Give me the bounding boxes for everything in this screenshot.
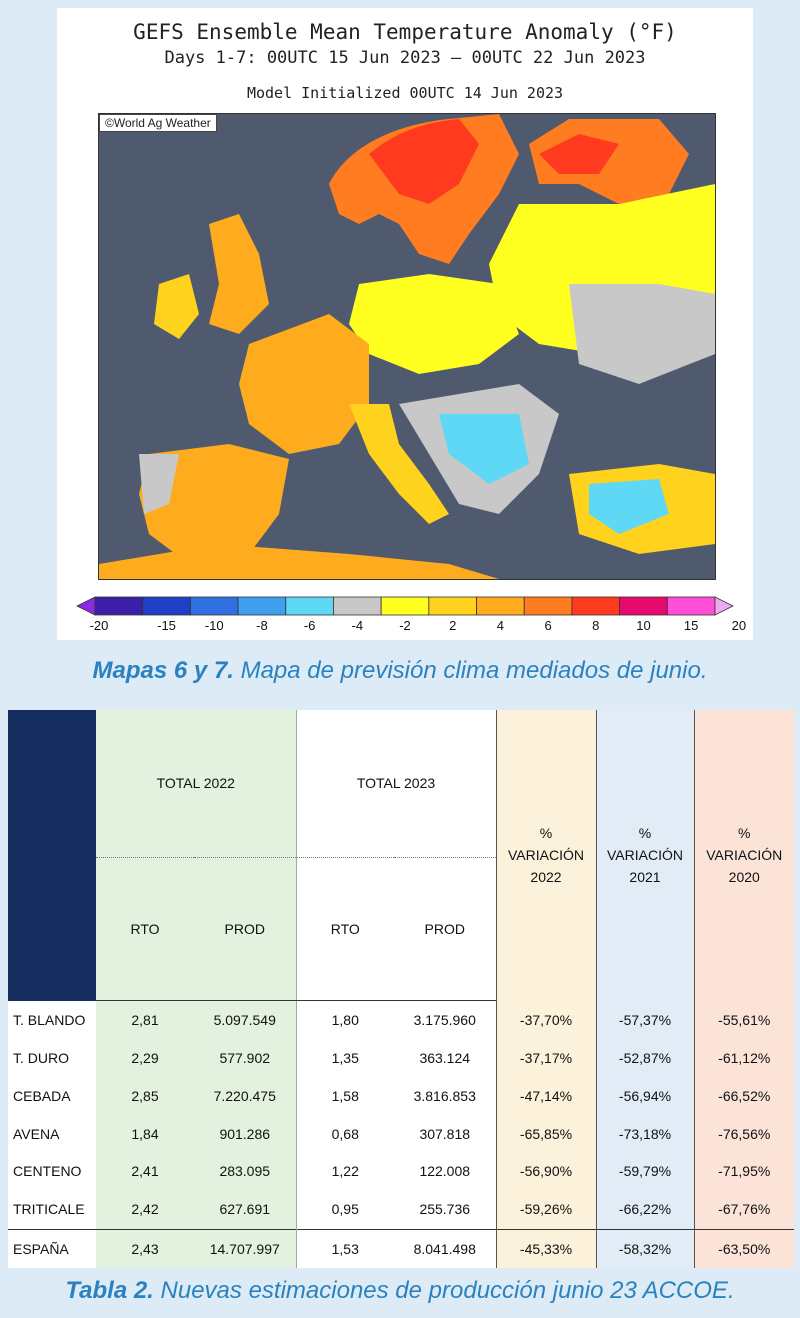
table-row (8, 1229, 794, 1268)
crop-label: CEBADA (13, 1088, 71, 1105)
pct-symbol: % (738, 825, 751, 842)
prod-2022-cell: 627.691 (194, 1190, 296, 1229)
crop-label: ESPAÑA (8, 1229, 96, 1268)
forecast-map-panel (57, 8, 753, 640)
rto-2022-cell: 2,43 (96, 1229, 194, 1268)
map-caption-text: Mapa de previsión clima mediados de junio. (233, 657, 708, 684)
map-caption (0, 657, 800, 685)
rto-2022-cell: 2,41 (96, 1153, 194, 1191)
header-rto-2023: RTO (296, 857, 394, 1001)
prod-2022-cell: 283.095 (194, 1153, 296, 1191)
prod-2023-cell: 255.736 (419, 1201, 471, 1218)
colorbar-segment (286, 597, 334, 615)
prod-2023-cell: 307.818 (419, 1125, 471, 1142)
colorbar-segment (429, 597, 477, 615)
rto-2023-cell: 1,53 (296, 1229, 394, 1268)
colorbar-segment (143, 597, 191, 615)
year-label: 2021 (629, 869, 661, 886)
var-2021-cell: -56,94% (596, 1077, 694, 1115)
var-2022-cell: -45,33% (496, 1229, 596, 1268)
var-2022-cell: -37,17% (496, 1040, 596, 1078)
prod-2023-cell: 8.041.498 (394, 1229, 496, 1268)
colorbar-tick-label: 6 (544, 618, 552, 633)
table-row (8, 1115, 794, 1153)
colorbar-segment (190, 597, 238, 615)
prod-2022-cell: 577.902 (194, 1040, 296, 1078)
prod-2023-cell: 3.816.853 (413, 1088, 476, 1105)
table-row (8, 1077, 794, 1115)
prod-2022-cell: 7.220.475 (194, 1077, 296, 1115)
map-illustration (99, 114, 715, 579)
var-2021-cell: -52,87% (596, 1040, 694, 1078)
colorbar-segment (620, 597, 668, 615)
rto-2023-cell: 1,35 (331, 1050, 359, 1067)
colorbar-tick-label: -20 (89, 618, 109, 633)
table-caption-text: Nuevas estimaciones de producción junio 23 ACCOE. (153, 1277, 735, 1304)
map-init-label: Model Initialized 00UTC 14 Jun 2023 (246, 84, 564, 102)
colorbar-tick-label: 20 (731, 618, 747, 633)
header-rto-2022: RTO (96, 857, 194, 1001)
colorbar-segment (238, 597, 286, 615)
table-row (8, 1040, 794, 1078)
colorbar-segment (477, 597, 525, 615)
year-label: 2022 (530, 869, 562, 886)
pct-symbol: % (539, 825, 553, 842)
variacion-label: VARIACIÓN (607, 847, 683, 864)
var-2021-cell: -73,18% (596, 1115, 694, 1153)
rto-2023-cell: 1,58 (331, 1088, 359, 1105)
table-corner (8, 710, 96, 1001)
map-caption-label: Mapas 6 y 7. (92, 657, 234, 684)
rto-2022-cell: 2,42 (96, 1190, 194, 1229)
var-2022-cell: -47,14% (496, 1077, 596, 1115)
crop-label: AVENA (13, 1125, 60, 1142)
crop-label: T. BLANDO (13, 1012, 86, 1029)
colorbar-tick-label: 4 (496, 618, 505, 633)
colorbar-segment (333, 597, 381, 615)
prod-2023-cell: 3.175.960 (413, 1012, 476, 1029)
year-label: 2020 (728, 869, 760, 886)
rto-2022-cell: 2,29 (96, 1040, 194, 1078)
pct-symbol: % (638, 825, 652, 842)
header-var-2022 (496, 710, 596, 1001)
rto-2023-cell: 0,95 (331, 1201, 359, 1218)
map-subtitle: Days 1-7: 00UTC 15 Jun 2023 – 00UTC 22 Jun 2023 (164, 48, 646, 68)
table-row (8, 1153, 794, 1191)
table-row (8, 1190, 794, 1229)
colorbar-tick-label: 15 (683, 618, 699, 633)
prod-2022-cell: 5.097.549 (194, 1001, 296, 1040)
var-2021-cell: -66,22% (596, 1190, 694, 1229)
colorbar-tick-label: -2 (399, 618, 411, 633)
var-2021-cell: -57,37% (596, 1001, 694, 1040)
colorbar-legend (57, 593, 753, 633)
rto-2022-cell: 1,84 (96, 1115, 194, 1153)
var-2020-cell: -76,56% (694, 1115, 794, 1153)
colorbar-tick-label: -6 (303, 618, 316, 633)
colorbar-tick-label: -8 (256, 618, 268, 633)
map-credit: ©World Ag Weather (99, 114, 217, 132)
var-2020-cell: -66,52% (694, 1077, 794, 1115)
table-caption-label: Tabla 2. (65, 1277, 154, 1304)
map-title: GEFS Ensemble Mean Temperature Anomaly (°F) (133, 20, 677, 44)
variacion-label: VARIACIÓN (508, 847, 584, 864)
table-row (8, 1001, 794, 1040)
colorbar-segment (667, 597, 715, 615)
crop-label: T. DURO (13, 1050, 69, 1067)
production-table (8, 710, 794, 1268)
production-table-wrap (8, 710, 794, 1268)
header-prod-2023: PROD (394, 857, 496, 1001)
crop-label: CENTENO (13, 1163, 82, 1180)
var-2022-cell: -56,90% (496, 1153, 596, 1191)
colorbar-tick-label: 2 (449, 618, 457, 633)
table-caption (0, 1277, 800, 1305)
header-var-2020 (694, 710, 794, 1001)
crop-label: TRITICALE (13, 1201, 85, 1218)
var-2022-cell: -37,70% (496, 1001, 596, 1040)
europe-anomaly-map (98, 113, 716, 580)
colorbar-segment (95, 597, 143, 615)
rto-2022-cell: 2,85 (96, 1077, 194, 1115)
rto-2023-cell: 1,80 (331, 1012, 359, 1029)
header-total-2022: TOTAL 2022 (96, 710, 296, 857)
colorbar-tick-label: 10 (636, 618, 651, 633)
colorbar-arrow-right (715, 597, 733, 615)
var-2020-cell: -67,76% (694, 1190, 794, 1229)
var-2021-cell: -59,79% (596, 1153, 694, 1191)
prod-2023-cell: 122.008 (419, 1163, 471, 1180)
rto-2023-cell: 0,68 (331, 1125, 359, 1142)
rto-2022-cell: 2,81 (96, 1001, 194, 1040)
prod-2022-cell: 901.286 (194, 1115, 296, 1153)
prod-2023-cell: 363.124 (419, 1050, 471, 1067)
var-2020-cell: -61,12% (694, 1040, 794, 1078)
prod-2022-cell: 14.707.997 (194, 1229, 296, 1268)
colorbar-arrow-left (77, 597, 95, 615)
var-2020-cell: -55,61% (694, 1001, 794, 1040)
var-2021-cell: -58,32% (596, 1229, 694, 1268)
colorbar-tick-label: -10 (204, 618, 224, 633)
header-var-2021 (596, 710, 694, 1001)
var-2020-cell: -63,50% (694, 1229, 794, 1268)
variacion-label: VARIACIÓN (706, 847, 783, 864)
colorbar-segment (524, 597, 572, 615)
header-prod-2022: PROD (194, 857, 296, 1001)
var-2022-cell: -59,26% (496, 1190, 596, 1229)
colorbar-tick-label: 8 (592, 618, 600, 633)
rto-2023-cell: 1,22 (331, 1163, 359, 1180)
colorbar-tick-label: -15 (157, 618, 176, 633)
var-2022-cell: -65,85% (496, 1115, 596, 1153)
var-2020-cell: -71,95% (694, 1153, 794, 1191)
colorbar-segment (572, 597, 620, 615)
colorbar-tick-label: -4 (351, 618, 364, 633)
header-total-2023: TOTAL 2023 (296, 710, 496, 857)
colorbar-segment (381, 597, 429, 615)
